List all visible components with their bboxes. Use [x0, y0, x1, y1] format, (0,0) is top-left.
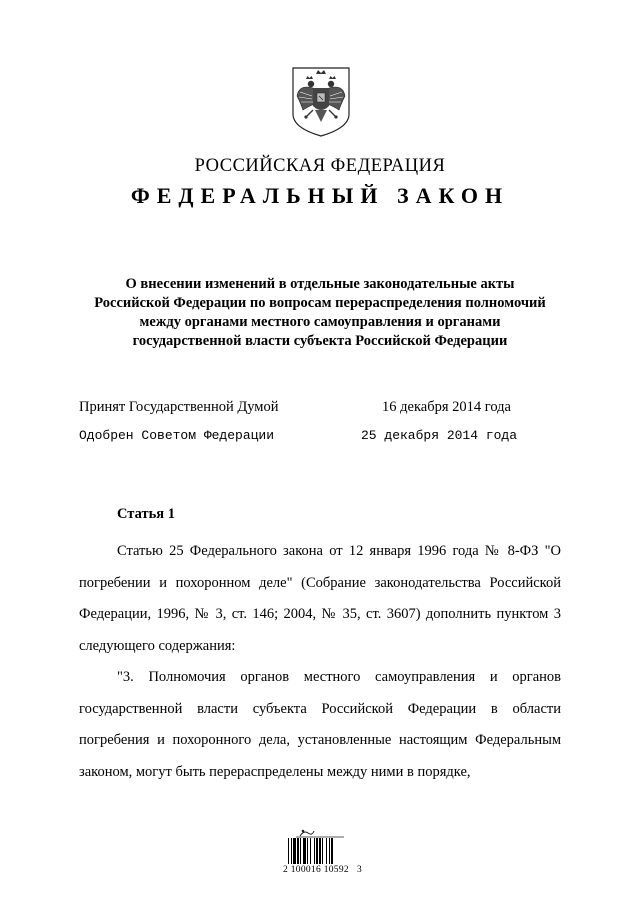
adopted-by-duma-label: Принят Государственной Думой [79, 399, 279, 415]
law-title-line: О внесении изменений в отдельные законодательные акты [125, 276, 515, 292]
law-title-line: государственной власти субъекта Российской Федерации [132, 333, 508, 349]
barcode-bar [291, 838, 292, 864]
barcode-bar [310, 838, 311, 864]
approved-by-council-date: 25 декабря 2014 года [361, 428, 518, 443]
law-title-line: между органами местного самоуправления и органами [139, 314, 501, 330]
barcode-bar [307, 838, 308, 864]
document-type: ФЕДЕРАЛЬНЫЙ ЗАКОН [130, 183, 510, 208]
barcode-bar [322, 838, 323, 864]
article-paragraph: "3. Полномочия органов местного самоуправления и органов государственной власти субъекта Российской Федерации в области погребения и похоронного дела, установленные настоящим Федеральным законом, могут быть перераспределены между ними в порядке, [79, 669, 561, 780]
article-body [79, 536, 561, 788]
barcode-bar [293, 838, 296, 864]
barcode-bar [288, 838, 289, 864]
article-heading: Статья 1 [117, 506, 175, 522]
barcode-bar [303, 838, 306, 864]
barcode-bar [297, 838, 299, 864]
adopted-by-duma-date: 16 декабря 2014 года [382, 399, 511, 415]
approved-by-council-label: Одобрен Советом Федерации [79, 428, 275, 443]
registration-mark-icon [294, 826, 346, 838]
coat-of-arms-icon [289, 66, 353, 138]
barcode-icon [287, 838, 353, 864]
barcode-number: 2 100016 10592 3 [283, 865, 363, 875]
barcode-bar [326, 838, 327, 864]
law-title-line: Российской Федерации по вопросам перераспределения полномочий [94, 295, 546, 311]
law-title [70, 275, 570, 351]
barcode-bar [329, 838, 330, 864]
barcode-bar [314, 838, 315, 864]
barcode-bar [319, 838, 321, 864]
article-paragraph: Статью 25 Федерального закона от 12 января 1996 года № 8-ФЗ "О погребении и похоронном деле" (Собрание законодательства Российской Федерации, 1996, № 3, ст. 146; 2004, № 35, ст. 3607) дополнить пунктом 3 следующего содержания: [79, 543, 561, 654]
country-name: РОССИЙСКАЯ ФЕДЕРАЦИЯ [194, 156, 446, 176]
barcode-bar [316, 838, 318, 864]
barcode-bar [331, 838, 333, 864]
barcode-bar [300, 838, 301, 864]
